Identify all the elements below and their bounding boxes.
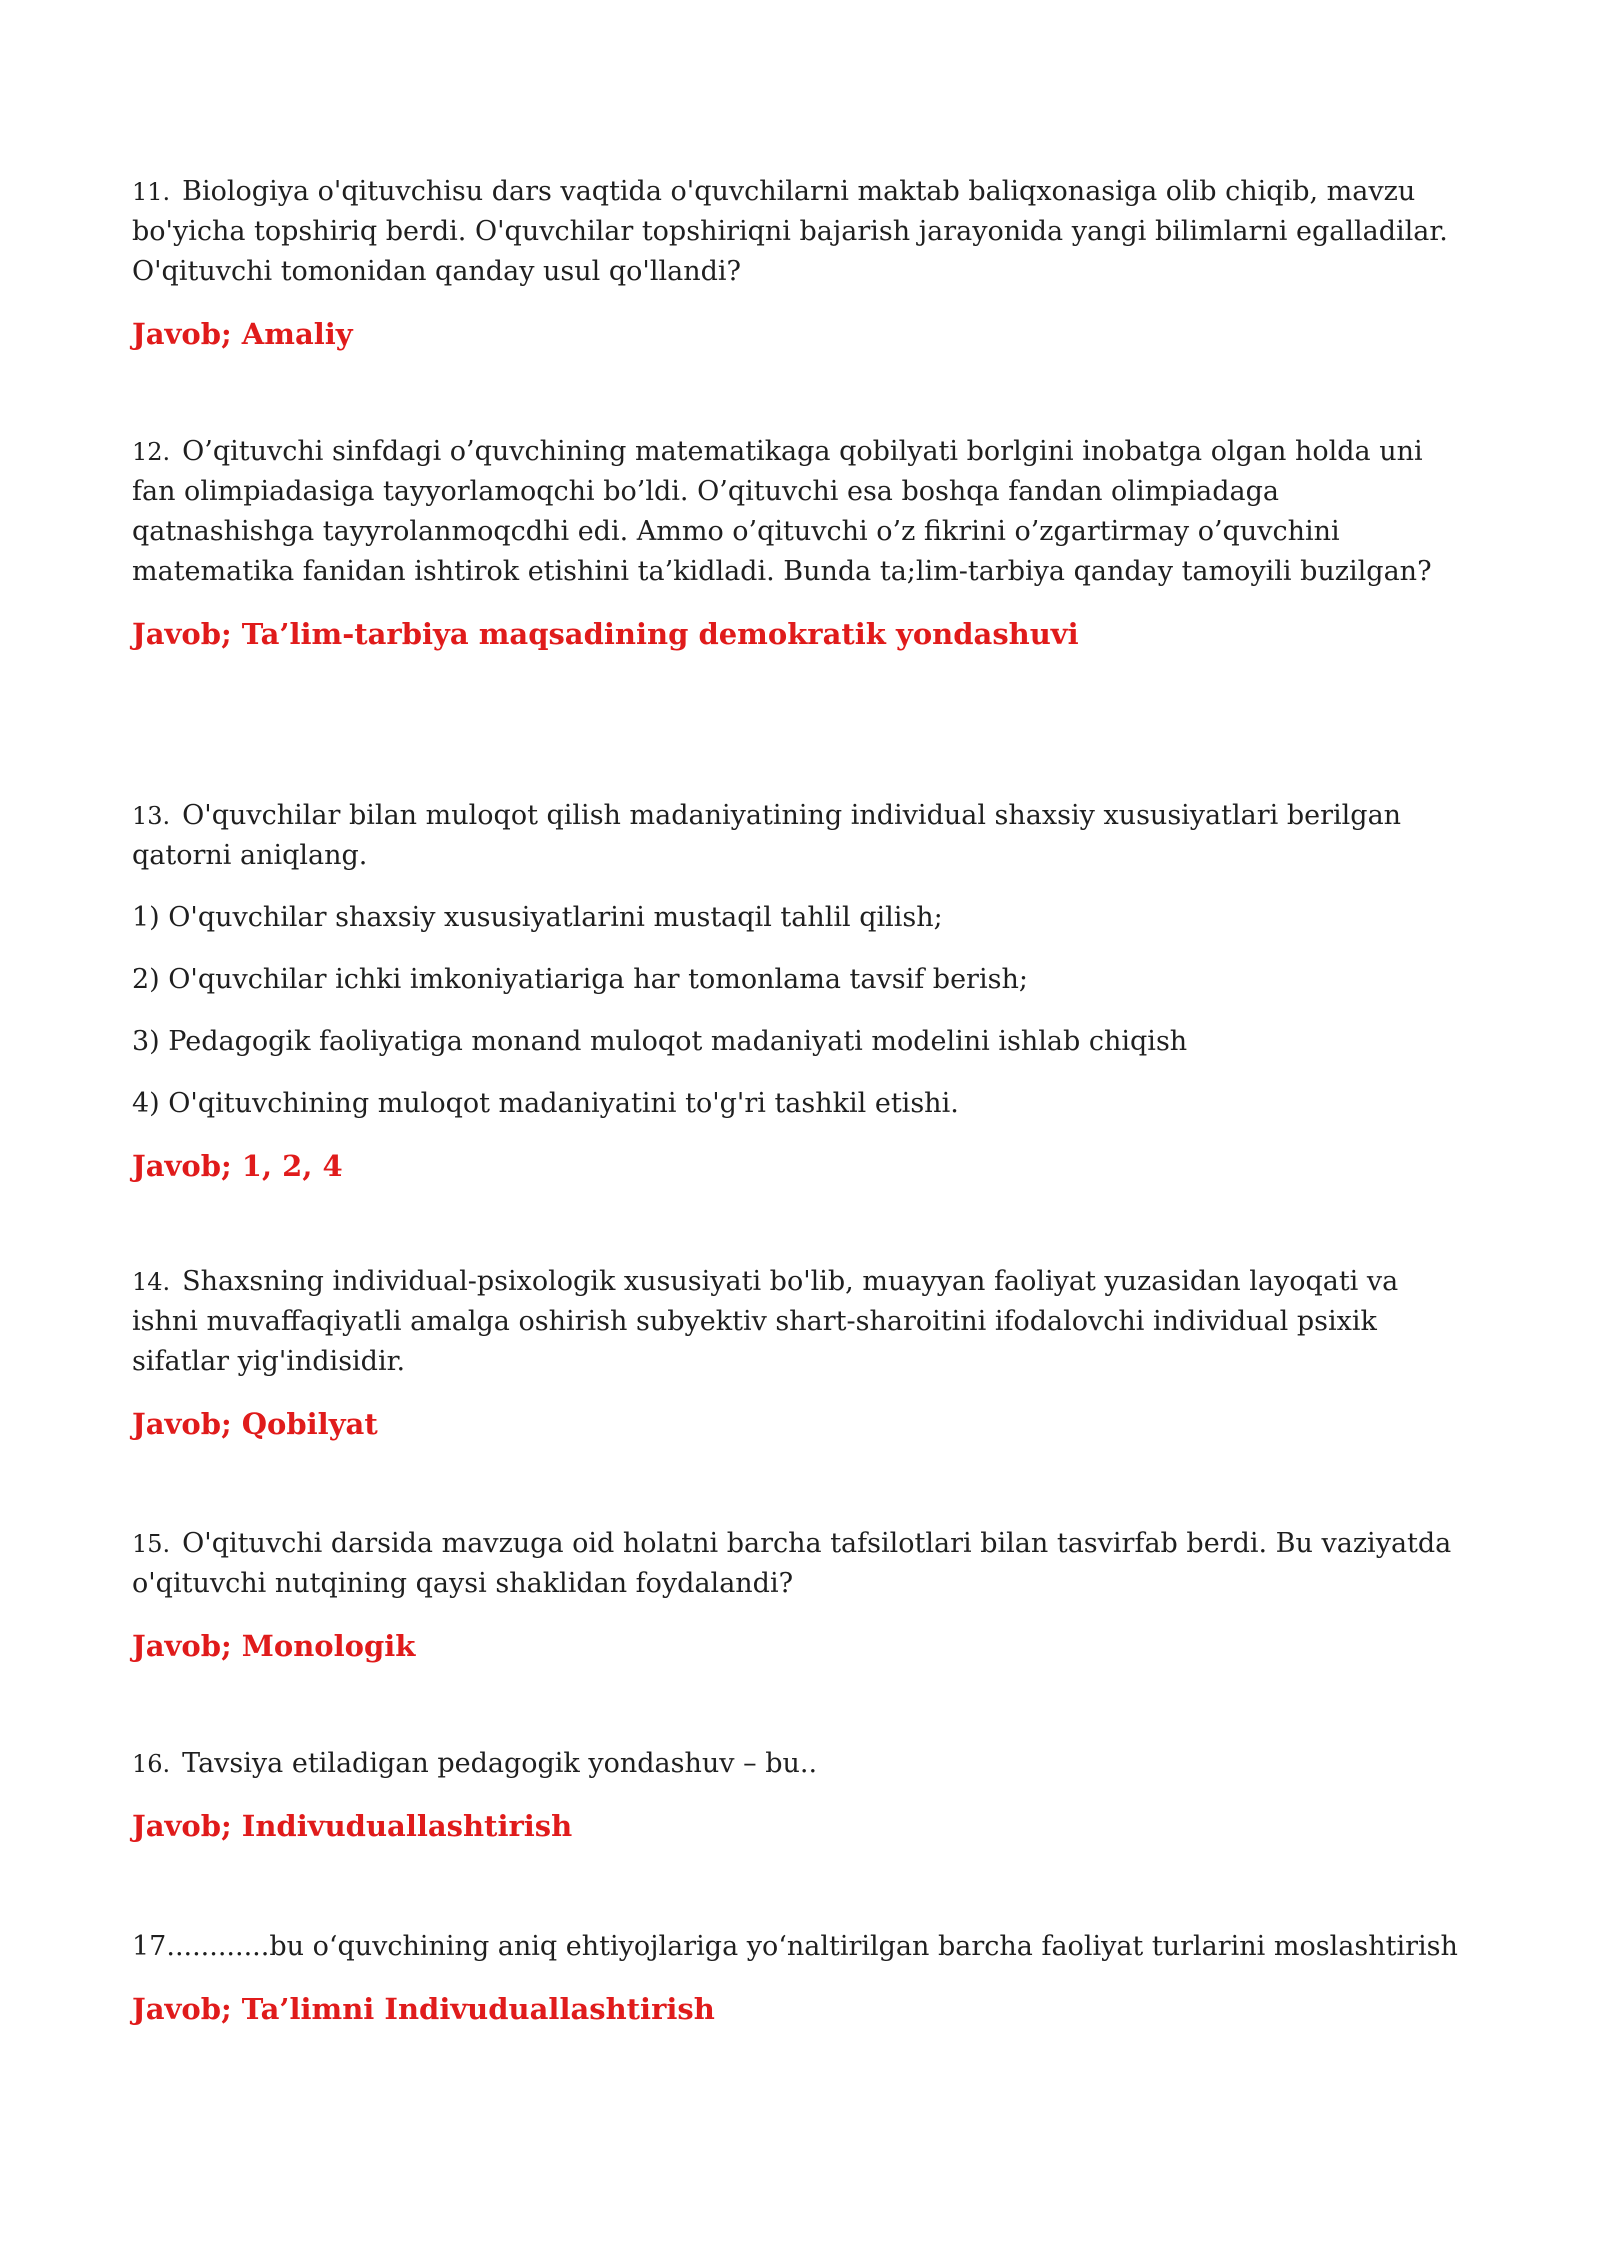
question-16 — [132, 1744, 1462, 1846]
option-item: 2) O'quvchilar ichki imkoniyatiariga har tomonlama tavsif berish; — [132, 964, 1028, 995]
question-body: Shaxsning individual-psixologik xususiyati bo'lib, muayyan faoliyat yuzasidan layoqati va ishni muvaffaqiyatli amalga oshirish subyektiv shart-sharoitini ifodalovchi individual psixik sifatlar yig'indisidir. — [132, 1266, 1399, 1377]
option-item: 4) O'qituvchining muloqot madaniyatini to'g'ri tashkil etishi. — [132, 1088, 959, 1119]
question-text — [132, 1262, 1462, 1382]
answer-text: Javob; Ta’lim-tarbiya maqsadining demokratik yondashuvi — [132, 617, 1079, 651]
question-text — [132, 1927, 1462, 1967]
question-text — [132, 1524, 1462, 1604]
question-number: 14. — [132, 1268, 171, 1296]
question-body: Tavsiya etiladigan pedagogik yondashuv – bu.. — [182, 1748, 818, 1779]
answer-text: Javob; Indivuduallashtirish — [132, 1809, 573, 1843]
question-body: O'quvchilar bilan muloqot qilish madaniyatining individual shaxsiy xususiyatlari berilgan qatorni aniqlang. — [132, 800, 1402, 871]
answer-text: Javob; Ta’limni Indivuduallashtirish — [132, 1992, 715, 2026]
question-14 — [132, 1262, 1462, 1444]
question-number: 16. — [132, 1750, 171, 1778]
question-11 — [132, 172, 1462, 354]
question-text — [132, 172, 1462, 292]
option-item: 3) Pedagogik faoliyatiga monand muloqot madaniyati modelini ishlab chiqish — [132, 1026, 1188, 1057]
answer-text: Javob; Monologik — [132, 1629, 416, 1663]
question-body: O'qituvchi darsida mavzuga oid holatni barcha tafsilotlari bilan tasvirfab berdi. Bu vaziyatda o'qituvchi nutqining qaysi shaklidan foydalandi? — [132, 1528, 1452, 1599]
question-text — [132, 1744, 1462, 1784]
question-15 — [132, 1524, 1462, 1666]
answer-text: Javob; 1, 2, 4 — [132, 1149, 343, 1183]
question-13 — [132, 796, 1462, 1186]
answer-text: Javob; Qobilyat — [132, 1407, 378, 1441]
question-body: Biologiya o'qituvchisu dars vaqtida o'quvchilarni maktab baliqxonasiga olib chiqib, mavzu bo'yicha topshiriq berdi. O'quvchilar topshiriqni bajarish jarayonida yangi bilimlarni egalladilar. O'qituvchi tomonidan qanday usul qo'llandi? — [132, 176, 1448, 287]
question-12 — [132, 432, 1462, 654]
question-number: 13. — [132, 802, 171, 830]
question-text — [132, 796, 1462, 876]
question-number: 11. — [132, 178, 171, 206]
question-body: bu o‘quvchining aniq ehtiyojlariga yo‘naltirilgan barcha faoliyat turlarini moslashtirish — [269, 1931, 1458, 1962]
question-number: 12. — [132, 438, 171, 466]
question-17 — [132, 1927, 1462, 2029]
question-number: 15. — [132, 1530, 171, 1558]
question-number: 17............ — [132, 1931, 270, 1962]
question-text — [132, 432, 1462, 592]
option-item: 1) O'quvchilar shaxsiy xususiyatlarini mustaqil tahlil qilish; — [132, 902, 943, 933]
answer-text: Javob; Amaliy — [132, 317, 353, 351]
question-body: O’qituvchi sinfdagi o’quvchining matematikaga qobilyati borlgini inobatga olgan holda uni fan olimpiadasiga tayyorlamoqchi bo’ldi. O’qituvchi esa boshqa fandan olimpiadaga qatnashishga tayyrolanmoqcdhi edi. Ammo o’qituvchi o’z fikrini o’zgartirmay o’quvchini matematika fanidan ishtirok etishini ta’kidladi. Bunda ta;lim-tarbiya qanday tamoyili buzilgan? — [132, 436, 1432, 587]
